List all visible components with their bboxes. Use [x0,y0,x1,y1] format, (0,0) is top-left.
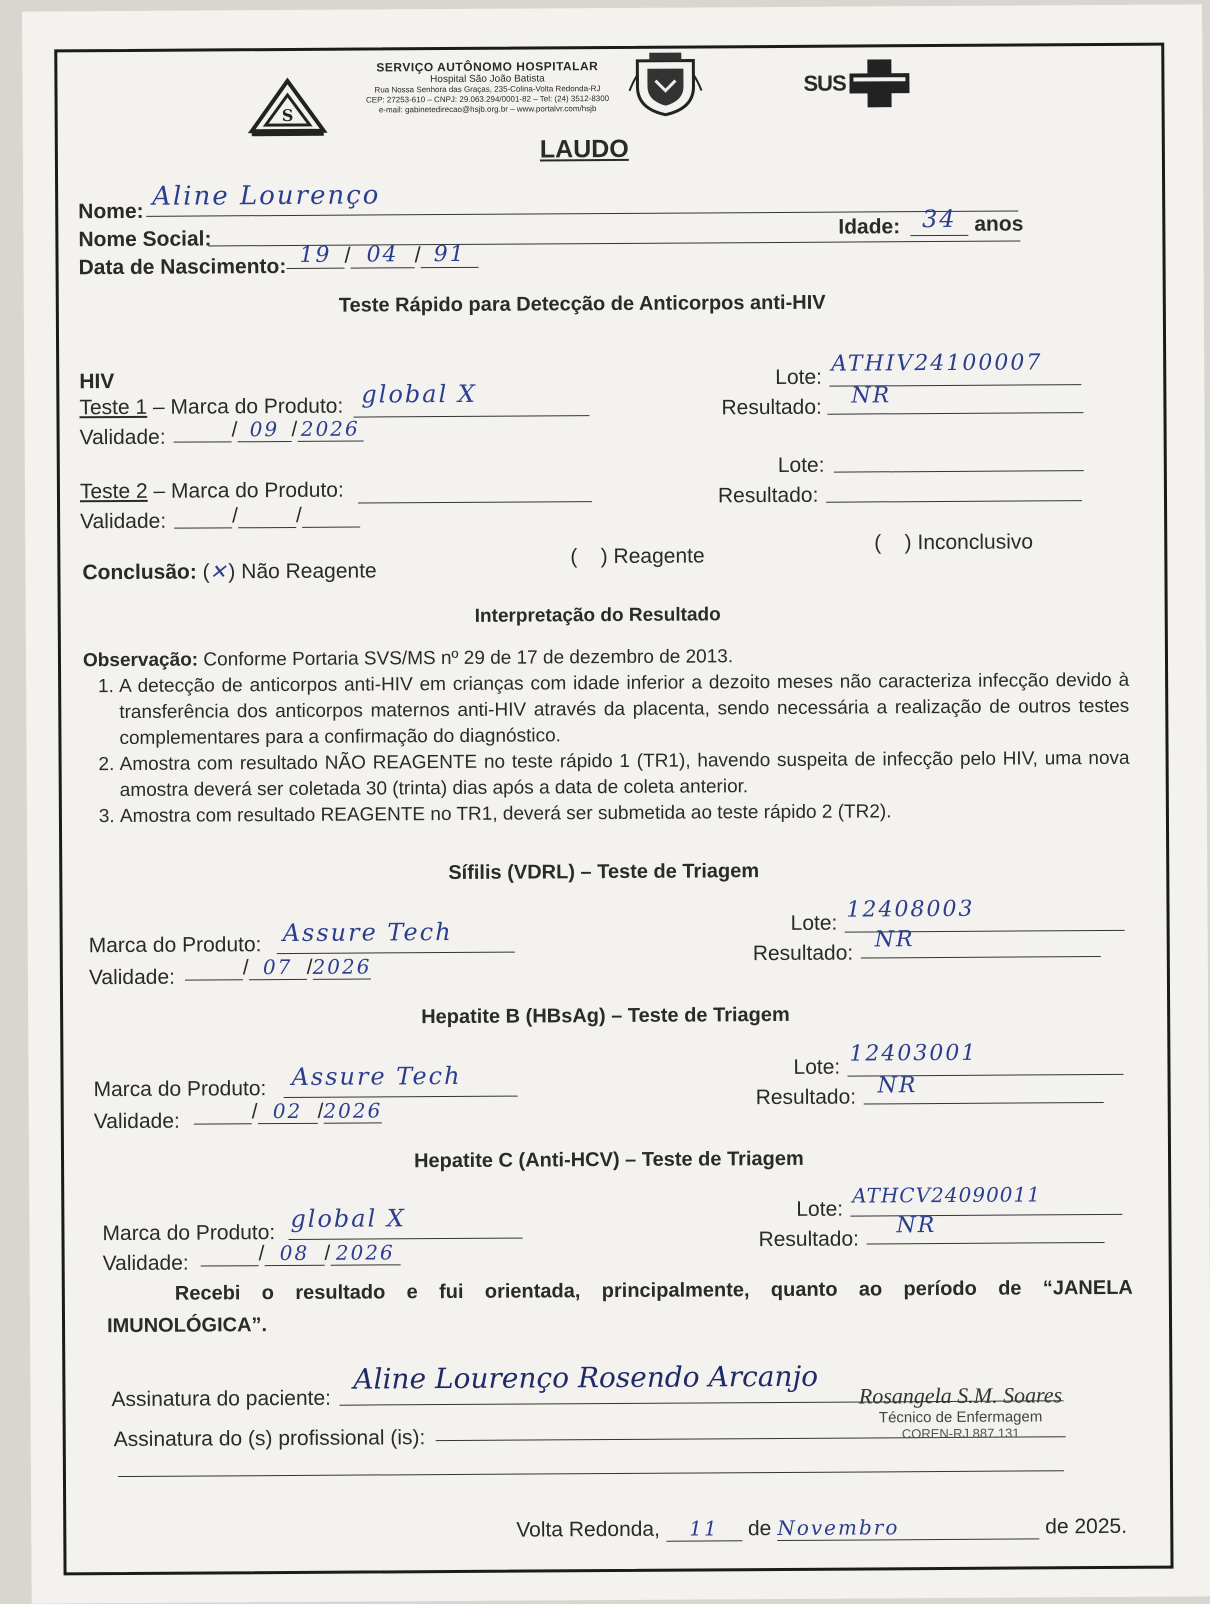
hepc-lot-field[interactable] [850,1178,1122,1217]
hepb-result: NR [877,1073,918,1099]
header-text [347,59,627,116]
hiv-test2-brand-field[interactable] [358,473,592,503]
footer-city: Volta Redonda, [516,1517,660,1542]
hepc-lot: ATHCV24090011 [852,1182,1042,1208]
footer-de: de [747,1517,772,1541]
hiv-test2-label: Teste 2 [79,479,148,504]
extra-signature-line[interactable] [118,1450,1064,1477]
hiv-test1-brand-field[interactable] [353,375,589,417]
hepb-lot: 12403001 [849,1040,978,1067]
hospital-cep-cnpj: CEP: 27253-610 – CNPJ: 29.063.294/0001-82 – Tel: (24) 3512-8300 [365,94,610,105]
interpretation-item: 2. Amostra com resultado NÃO REAGENTE no teste rápido 1 (TR1), havendo suspeita de infecção pelo HIV, uma nova amostra deverá ser coletada 30 (trinta) dias após a data de coleta anterior. [120,746,1130,804]
hepb-result-label: Resultado: [755,1085,857,1110]
hiv-test1-result-field[interactable] [827,382,1083,415]
name-field[interactable] [146,175,1018,217]
hepc-month: 08 [264,1241,324,1266]
city-crest-icon [625,50,705,121]
interpretation-title: Interpretação do Resultado [474,604,721,627]
paper-sheet [22,4,1210,1603]
document-frame [54,43,1173,1576]
hepc-title: Hepatite C (Anti-HCV) – Teste de Triagem [413,1147,804,1173]
hiv-test1-result: NR [851,383,892,409]
hepc-result-field[interactable] [866,1212,1104,1244]
hiv-test1-month: 09 [237,417,291,442]
hepb-brand-label: Marca do Produto: [93,1077,267,1102]
syphilis-validity-field[interactable]: / 07 / 2026 [185,954,371,980]
professional-stamp [855,1382,1065,1441]
acknowledgement-text: Recebi o resultado e fui orientada, principalmente, quanto ao período de “JANELA IMUNOLÓGICA”. [106,1276,1133,1338]
hospital-name: Hospital São João Batista [430,73,545,86]
footer-day[interactable]: 11 [666,1516,742,1541]
syphilis-result-field[interactable] [861,926,1101,958]
hiv-test1-lot-label: Lote: [775,365,823,390]
hiv-test1-lot: ATHIV24100007 [831,350,1043,377]
hiv-test1-result-label: Resultado: [721,395,822,420]
hepc-brand-field[interactable] [288,1202,522,1240]
footer-year: de 2025. [1045,1514,1128,1539]
conclusion-checkbox-nonreactive[interactable]: (✕) [202,559,236,584]
patient-signature: Aline Lourenço Rosendo Arcanjo [353,1359,819,1396]
hepc-brand: global X [290,1204,407,1233]
hepb-brand-field[interactable] [283,1060,517,1098]
sus-logo [803,59,910,108]
hepc-lot-label: Lote: [796,1197,844,1221]
conclusion-checkbox-reactive[interactable]: ( ) [570,545,608,569]
hepb-year: 2026 [323,1098,383,1123]
hepc-validity-label: Validade: [102,1251,189,1276]
hospital-logo [247,77,327,142]
professional-name: Rosangela S.M. Soares [858,1382,1063,1409]
hiv-test2-result-label: Resultado: [717,483,819,508]
dob-month: 04 [351,242,415,268]
footer-date [516,1514,1127,1543]
document-title: LAUDO [539,134,629,164]
syphilis-brand: Assure Tech [282,917,453,948]
syphilis-result-label: Resultado: [752,941,854,966]
syphilis-result: NR [874,927,915,953]
dob-field[interactable]: 19 / 04 / 91 [286,242,478,269]
hepb-brand: Assure Tech [291,1061,462,1091]
syphilis-lot: 12408003 [846,896,975,923]
syphilis-lot-label: Lote: [790,911,838,935]
hiv-test2-validity-field[interactable]: / / [174,503,360,529]
hiv-heading: HIV [79,370,115,394]
hiv-test1-brand: global X [361,379,478,409]
hiv-test2-row [80,479,344,505]
hepc-brand-label: Marca do Produto: [102,1221,276,1246]
syphilis-month: 07 [249,955,307,980]
social-name-label: Nome Social: [78,227,212,252]
hiv-test2-validity-label: Validade: [80,509,167,534]
observation-label: Observação: [82,649,199,672]
interpretation-list [83,668,1130,830]
hiv-test2-brand-label: – Marca do Produto: [153,478,344,503]
syphilis-brand-field[interactable] [277,916,515,954]
hiv-test1-validity-label: Validade: [79,425,166,450]
conclusion-nonreactive-label: Não Reagente [241,559,377,584]
hiv-test2-lot-label: Lote: [777,453,825,477]
name-value: Aline Lourenço [152,180,381,212]
syphilis-title: Sífilis (VDRL) – Teste de Triagem [448,860,760,885]
sus-cross-icon [850,59,910,107]
conclusion-reactive-row [570,544,704,569]
professional-signature-label: Assinatura do (s) profissional (is): [113,1426,426,1452]
hiv-test1-lot-field[interactable] [829,346,1081,387]
interpretation-item: 1. A detecção de anticorpos anti-HIV em crianças com idade inferior a dezoito meses não caracteriza infecção devido à transferência dos anticorpos maternos anti-HIV através da placenta, sendo necessária a realização de outros testes complementares para a confirmação do diagnóstico. [119,668,1129,752]
age-unit: anos [974,212,1024,236]
dob-label: Data de Nascimento: [78,254,287,280]
professional-coren: COREN-RJ 887.131 [901,1425,1020,1442]
hepb-lot-field[interactable] [847,1038,1123,1077]
syphilis-year: 2026 [312,954,372,979]
conclusion-inconclusive-label: Inconclusivo [917,530,1034,555]
conclusion-row [82,558,376,585]
org-name: SERVIÇO AUTÔNOMO HOSPITALAR [376,59,599,75]
hiv-test2-result-field[interactable] [826,472,1082,503]
hepc-result: NR [896,1213,937,1239]
patient-signature-label: Assinatura do paciente: [111,1386,332,1412]
hospital-email: e-mail: gabinetedirecao@hsjb.org.br – www.portalvr.com/hsjb [378,104,597,115]
hospital-address: Rua Nossa Senhora das Graças, 235-Colina-Volta Redonda-RJ [374,84,601,95]
hepb-validity-label: Validade: [93,1109,180,1134]
professional-role: Técnico de Enfermagem [878,1408,1043,1427]
hepc-validity-field[interactable]: / 08 / 2026 [201,1240,401,1266]
observation-text: Conforme Portaria SVS/MS nº 29 de 17 de dezembro de 2013. [203,646,734,671]
hepc-year: 2026 [330,1240,400,1265]
hepb-validity-field[interactable]: / 02 / 2026 [194,1098,382,1124]
hiv-test1-validity-field[interactable]: / 09 / 2026 [173,417,363,443]
hiv-test2-lot-field[interactable] [834,442,1084,473]
conclusion-label: Conclusão: [82,560,197,585]
interpretation-item: 3. Amostra com resultado REAGENTE no TR1, deverá ser submetida ao teste rápido 2 (TR2). [120,798,1130,830]
hepb-result-field[interactable] [864,1072,1104,1104]
interpretation-notes [83,642,1130,830]
hepb-title: Hepatite B (HBsAg) – Teste de Triagem [421,1003,790,1029]
conclusion-reactive-label: Reagente [613,544,705,569]
name-label: Nome: [78,199,144,224]
age-field[interactable] [910,205,968,236]
conclusion-checkbox-inconclusive[interactable]: ( ) [874,531,912,555]
hiv-test1-label: Teste 1 [79,395,148,420]
dob-year: 91 [421,242,479,268]
hepb-lot-label: Lote: [793,1055,841,1079]
svg-text:S: S [281,105,294,126]
conclusion-inconclusive-row [874,530,1033,555]
hepc-result-label: Resultado: [758,1227,860,1252]
hiv-test1-year: 2026 [297,417,363,442]
age-value: 34 [921,204,957,234]
footer-month[interactable]: Novembro [777,1514,1039,1541]
dob-day: 19 [286,243,344,269]
age-label: Idade: [838,215,901,239]
sus-label: SUS [803,70,846,96]
hiv-section-title: Teste Rápido para Detecção de Anticorpos anti-HIV [338,291,826,317]
syphilis-validity-label: Validade: [88,965,175,990]
syphilis-brand-label: Marca do Produto: [88,933,262,958]
check-mark-icon: ✕ [209,559,229,584]
hepb-month: 02 [258,1099,318,1124]
hiv-test1-brand-label: – Marca do Produto: [152,394,344,419]
